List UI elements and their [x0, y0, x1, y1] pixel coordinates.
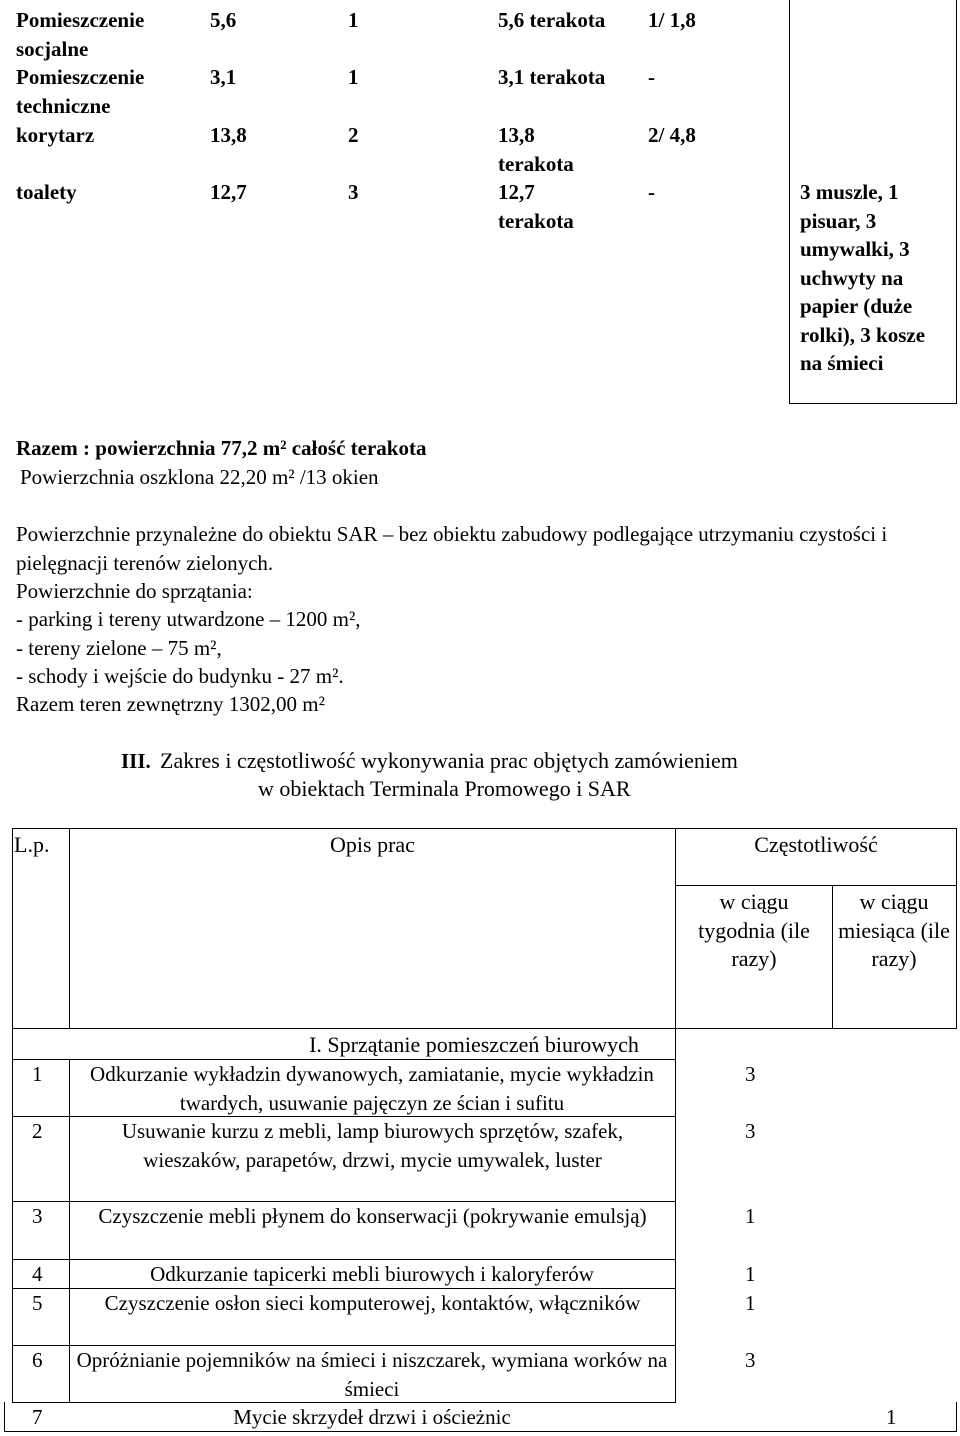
section-title: Zakres i częstotliwość wykonywania prac objętych zamówieniem	[160, 748, 738, 773]
table-border	[12, 1028, 13, 1403]
room-floor: 3,1 terakota	[498, 65, 606, 89]
summary-total-area: Razem : powierzchnia 77,2 m² całość terakota	[16, 436, 427, 460]
outdoor-item: - tereny zielone – 75 m²,	[16, 636, 222, 660]
table-border	[956, 0, 957, 404]
room-windows: -	[648, 65, 655, 89]
summary-glazed-area: Powierzchnia oszklona 22,20 m² /13 okien	[20, 465, 379, 489]
table-border	[956, 828, 957, 1029]
header-per-week: w ciągu tygodnia (ile razy)	[698, 889, 810, 971]
outdoor-item: - schody i wejście do budynku - 27 m².	[16, 664, 344, 688]
row-description: Opróżnianie pojemników na śmieci i niszczarek, wymiana worków na śmieci	[76, 1348, 668, 1401]
outdoor-item: - parking i tereny utwardzone – 1200 m²,	[16, 607, 361, 631]
row-number: 3	[32, 1204, 43, 1228]
row-number: 4	[32, 1262, 43, 1286]
room-area: 12,7	[210, 180, 247, 204]
row-number: 5	[32, 1291, 43, 1315]
row-description: Odkurzanie tapicerki mebli biurowych i kaloryferów	[150, 1262, 594, 1286]
row-number: 2	[32, 1119, 43, 1143]
row-per-week: 3	[745, 1119, 756, 1143]
table-border	[675, 1028, 676, 1403]
row-description: Usuwanie kurzu z mebli, lamp biurowych sprzętów, szafek, wieszaków, parapetów, drzwi, mycie umywalek, luster	[121, 1119, 624, 1172]
row-description: Czyszczenie mebli płynem do konserwacji (pokrywanie emulsją)	[98, 1204, 647, 1228]
room-count: 1	[348, 8, 359, 32]
room-name: Pomieszczenie techniczne	[16, 65, 145, 118]
row-per-month: 1	[886, 1405, 897, 1429]
table-border	[675, 885, 957, 886]
row-per-week: 1	[745, 1204, 756, 1228]
row-per-week: 3	[745, 1348, 756, 1372]
row-per-week: 1	[745, 1291, 756, 1315]
table-border	[12, 1028, 957, 1029]
group-title: I. Sprzątanie pomieszczeń biurowych	[309, 1032, 639, 1057]
table-border	[789, 0, 790, 404]
header-description: Opis prac	[330, 832, 415, 857]
row-per-week: 1	[745, 1262, 756, 1286]
row-description: Czyszczenie osłon sieci komputerowej, kontaktów, włączników	[104, 1291, 641, 1315]
header-lp: L.p.	[14, 832, 50, 857]
row-description: Mycie skrzydeł drzwi i ościeżnic	[233, 1405, 511, 1429]
row-description: Odkurzanie wykładzin dywanowych, zamiatanie, mycie wykładzin twardych, usuwanie pajęczyn ze ścian i sufitu	[90, 1062, 654, 1115]
room-windows: 2/ 4,8	[648, 123, 696, 147]
row-per-week: 3	[745, 1062, 756, 1086]
room-count: 1	[348, 65, 359, 89]
room-area: 13,8	[210, 123, 247, 147]
room-floor: 13,8 terakota	[498, 123, 574, 176]
header-frequency: Częstotliwość	[754, 832, 878, 857]
table-border	[12, 828, 957, 829]
outdoor-intro: Powierzchnie do sprzątania:	[16, 579, 253, 603]
room-count: 2	[348, 123, 359, 147]
room-equipment: 3 muszle, 1 pisuar, 3 umywalki, 3 uchwyty na papier (duże rolki), 3 kosze na śmieci	[800, 180, 926, 375]
room-count: 3	[348, 180, 359, 204]
table-border	[832, 885, 833, 1029]
table-border	[956, 1402, 957, 1432]
row-number: 1	[32, 1062, 43, 1086]
row-number: 7	[32, 1405, 43, 1429]
room-windows: -	[648, 180, 655, 204]
outdoor-total: Razem teren zewnętrzny 1302,00 m²	[16, 692, 325, 716]
section-title: w obiektach Terminala Promowego i SAR	[258, 776, 631, 801]
section-number: III.	[121, 749, 151, 773]
room-floor: 12,7 terakota	[498, 180, 574, 233]
table-border	[4, 1402, 5, 1432]
room-area: 3,1	[210, 65, 237, 89]
room-name: Pomieszczenie socjalne	[16, 8, 145, 61]
room-windows: 1/ 1,8	[648, 8, 696, 32]
row-number: 6	[32, 1348, 43, 1372]
table-border	[12, 828, 13, 1029]
room-name: korytarz	[16, 123, 95, 147]
room-floor: 5,6 terakota	[498, 8, 606, 32]
table-border	[789, 403, 957, 404]
outdoor-heading: Powierzchnie przynależne do obiektu SAR – bez obiektu zabudowy podlegające utrzymaniu czystości i pielęgnacji terenów zielonych.	[16, 522, 888, 575]
table-border	[69, 1059, 70, 1403]
room-area: 5,6	[210, 8, 237, 32]
header-per-month: w ciągu miesiąca (ile razy)	[838, 889, 950, 971]
room-name: toalety	[16, 180, 77, 204]
